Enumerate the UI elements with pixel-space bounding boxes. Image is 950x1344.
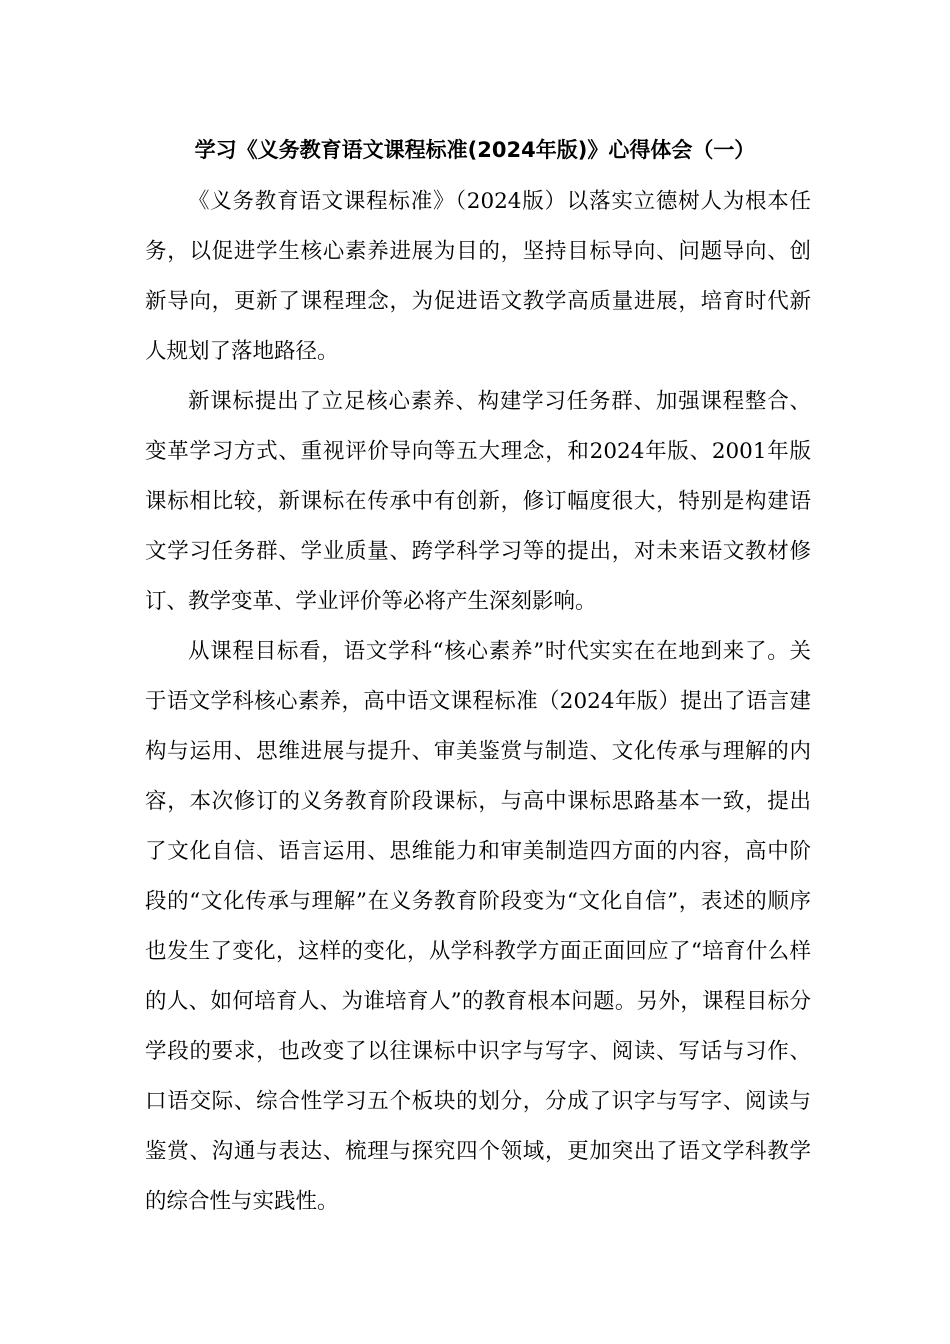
document-body <box>145 177 811 1227</box>
document-title: 学习《义务教育语文课程标准(2024年版)》心得体会（一） <box>194 138 756 162</box>
paragraph-3: 从课程目标看，语文学科“核心素养”时代实实在在地到来了。关于语文学科核心素养，高中语文课程标准（2024年版）提出了语言建构与运用、思维进展与提升、审美鉴赏与制造、文化传承与理解的内容，本次修订的义务教育阶段课标，与高中课标思路基本一致，提出了文化自信、语言运用、思维能力和审美制造四方面的内容，高中阶段的“文化传承与理解”在义务教育阶段变为“文化自信”，表述的顺序也发生了变化，这样的变化，从学科教学方面正面回应了“培育什么样的人、如何培育人、为谁培育人”的教育根本问题。另外，课程目标分学段的要求，也改变了以往课标中识字与写字、阅读、写话与习作、口语交际、综合性学习五个板块的划分，分成了识字与写字、阅读与鉴赏、沟通与表达、梳理与探究四个领域，更加突出了语文学科教学的综合性与实践性。 <box>145 639 812 1214</box>
paragraph-2: 新课标提出了立足核心素养、构建学习任务群、加强课程整合、变革学习方式、重视评价导向等五大理念，和2024年版、2001年版课标相比较，新课标在传承中有创新，修订幅度很大，特别是构建语文学习任务群、学业质量、跨学科学习等的提出，对未来语文教材修订、教学变革、学业评价等必将产生深刻影响。 <box>145 389 811 614</box>
paragraph-1: 《义务教育语文课程标准》（2024版）以落实立德树人为根本任务，以促进学生核心素养进展为目的，坚持目标导向、问题导向、创新导向，更新了课程理念，为促进语文教学高质量进展，培育时代新人规划了落地路径。 <box>145 189 811 364</box>
